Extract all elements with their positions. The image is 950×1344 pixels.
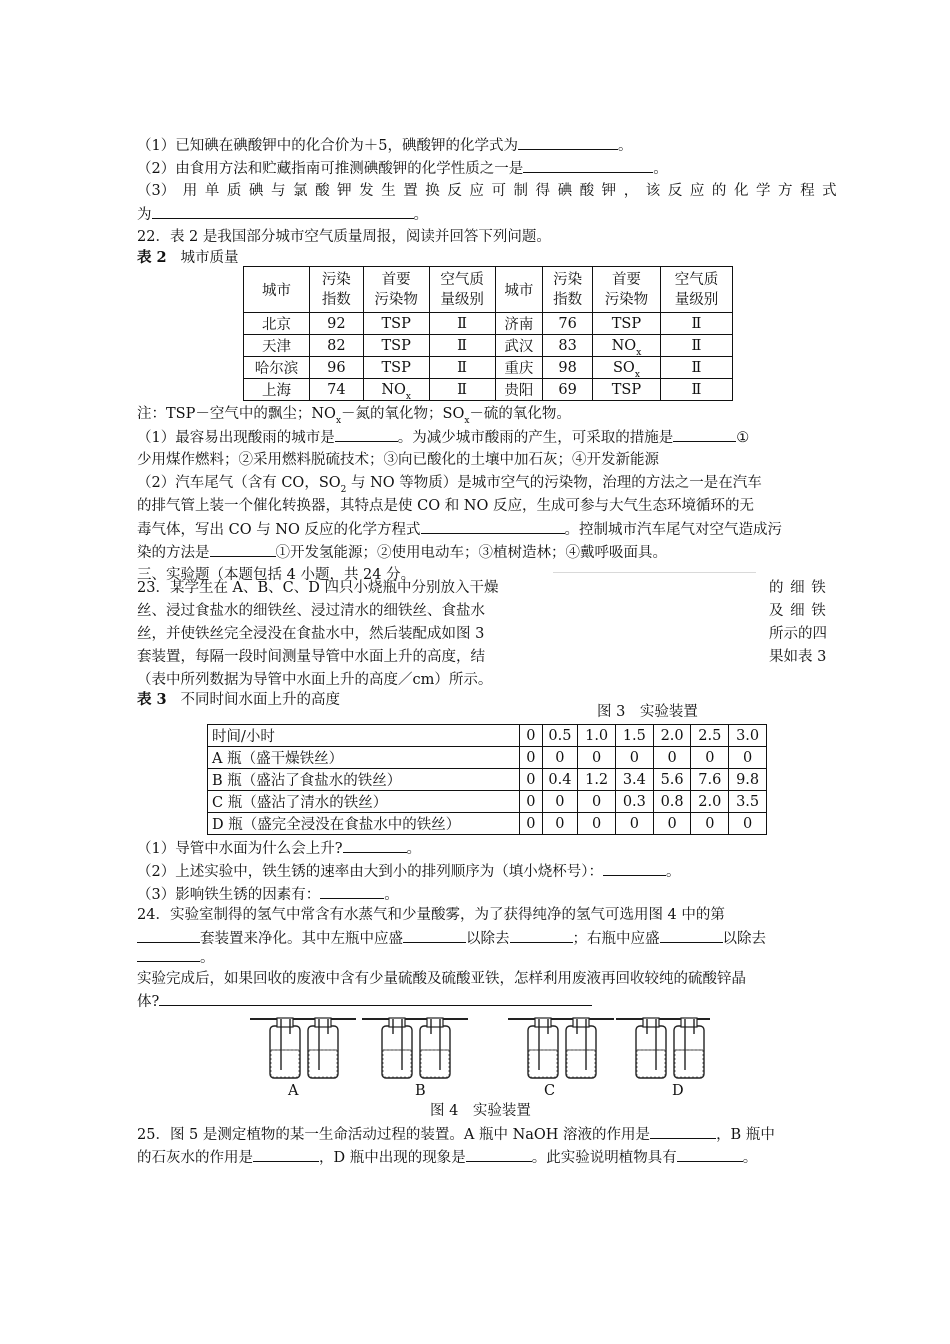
q23-part2: （2）上述实验中，铁生锈的速率由大到小的排列顺序为（填小烧杯号）： 。 <box>137 861 680 882</box>
cell: TSP <box>592 313 660 335</box>
q22-part1-options: 少用煤作燃料；②采用燃料脱硫技术；③向已酸化的土壤中加石灰；④开发新能源 <box>137 452 659 468</box>
cell: 0 <box>542 813 578 835</box>
cell: 92 <box>309 313 363 335</box>
q21-part3-cont: 为 。 <box>137 204 428 225</box>
cell: 上海 <box>244 379 310 401</box>
bottle-set-b <box>362 1018 468 1078</box>
cell: C 瓶（盛沾了清水的铁丝） <box>208 791 520 813</box>
bottle-set-d <box>616 1018 710 1078</box>
q24-line3: 。 <box>137 947 215 968</box>
answer-blank[interactable] <box>137 928 200 943</box>
cell: Ⅱ <box>660 379 732 401</box>
q23-line3-right: 所示的四 <box>769 626 827 642</box>
cell: $NO_x$ <box>363 379 429 401</box>
table-row <box>244 357 733 379</box>
q22-stem: 22．表 2 是我国部分城市空气质量周报，阅读并回答下列问题。 <box>137 229 551 245</box>
q23-line1: 23．某学生在 A、B、C、D 四只小烧瓶中分别放入干燥 <box>137 580 499 596</box>
table3-title: 表 3 不同时间水面上升的高度 <box>137 691 340 708</box>
cell: 0 <box>653 813 691 835</box>
figure3-caption: 图 3 实验装置 <box>597 704 698 720</box>
q25-line2: 的石灰水的作用是 ，D 瓶中出现的现象是 。此实验说明植物具有 。 <box>137 1147 757 1168</box>
q23-part3: （3）影响铁生锈的因素有： 。 <box>137 884 399 905</box>
th-index: 污染 指数 <box>309 267 363 313</box>
cell: 0 <box>616 747 654 769</box>
th-city: 城市 <box>244 267 310 313</box>
table-row <box>244 335 733 357</box>
table-row <box>208 747 767 769</box>
cell: TSP <box>363 357 429 379</box>
cell: 哈尔滨 <box>244 357 310 379</box>
cell: 0.4 <box>542 769 578 791</box>
section-3-heading: 三、实验题（本题包括 4 小题，共 24 分。 <box>137 567 416 583</box>
answer-blank[interactable] <box>222 991 592 1006</box>
q21-part2: （2）由食用方法和贮藏指南可推测碘酸钾的化学性质之一是 。 <box>137 158 668 179</box>
cell: 0 <box>520 747 542 769</box>
q23-line3: 丝，并使铁丝完全浸没在食盐水中，然后装配成如图 3 <box>137 626 485 642</box>
q25-line1: 25．图 5 是测定植物的某一生命活动过程的装置。A 瓶中 NaOH 溶液的作用是 ，B 瓶中 <box>137 1124 775 1145</box>
answer-blank[interactable] <box>320 884 384 899</box>
cell: 2.0 <box>691 791 729 813</box>
q23-line5: （表中所列数据为导管中水面上升的高度／cm）所示。 <box>137 672 493 688</box>
cell: 0 <box>520 769 542 791</box>
th-pollutant: 首要 污染物 <box>592 267 660 313</box>
cell: 1.5 <box>616 725 654 747</box>
table-row <box>208 791 767 813</box>
cell: 0.5 <box>542 725 578 747</box>
answer-blank[interactable] <box>137 947 200 962</box>
answer-blank[interactable] <box>493 519 565 534</box>
figure4-caption: 图 4 实验装置 <box>430 1103 531 1119</box>
cell: 0.3 <box>616 791 654 813</box>
cell: 69 <box>543 379 593 401</box>
cell: 7.6 <box>691 769 729 791</box>
cell: 0 <box>578 791 616 813</box>
cell: 3.5 <box>729 791 767 813</box>
answer-blank[interactable] <box>152 204 414 219</box>
cell: 1.0 <box>578 725 616 747</box>
table2-note: 注：TSP－空气中的飘尘；$NO_x-$氮的氧化物；$SO_x-$硫的氧化物。 <box>137 406 571 426</box>
figure4-label-b: B <box>415 1083 426 1099</box>
figure4-label-a: A <box>288 1083 299 1099</box>
q23-line1-right: 的 细 铁 <box>769 580 827 596</box>
answer-blank[interactable] <box>673 427 736 442</box>
cell: 9.8 <box>729 769 767 791</box>
cell: 2.0 <box>653 725 691 747</box>
cell: 天津 <box>244 335 310 357</box>
q23-line2-right: 及 细 铁 <box>769 603 827 619</box>
table-row <box>244 313 733 335</box>
cell: 0.8 <box>653 791 691 813</box>
cell: 北京 <box>244 313 310 335</box>
bottle-set-c <box>508 1018 614 1078</box>
cell: 武汉 <box>495 335 543 357</box>
cell: 1.2 <box>578 769 616 791</box>
answer-blank[interactable] <box>210 542 276 557</box>
q22-part2-line3: 毒气体，写出 CO 与 NO 反应的化学方程式 。控制城市汽车尾气对空气造成污 <box>137 519 782 540</box>
q21-part3: （3） 用 单 质 碘 与 氯 酸 钾 发 生 置 换 反 应 可 制 得 碘 酸 钾 ， 该 反 应 的 化 学 方 程 式 <box>137 183 837 199</box>
figure4-apparatus <box>250 1012 710 1082</box>
q22-part2-line4: 染的方法是 ①开发氢能源；②使用电动车；③植树造林；④戴呼吸面具。 <box>137 542 667 563</box>
cell: 0 <box>729 813 767 835</box>
table2-title: 表 2 城市质量 <box>137 249 239 266</box>
table-row <box>208 813 767 835</box>
cell: A 瓶（盛干燥铁丝） <box>208 747 520 769</box>
cell: 济南 <box>495 313 543 335</box>
cell: 0 <box>578 747 616 769</box>
q22-part2: （2）汽车尾气（含有 CO，$SO_2$ 与 NO 等物质）是城市空气的污染物，治理的方法之一是在汽车 <box>137 475 762 495</box>
cell: 0 <box>616 813 654 835</box>
cell: 3.4 <box>616 769 654 791</box>
answer-blank[interactable] <box>335 427 398 442</box>
q21-part1: （1）已知碘在碘酸钾中的化合价为＋5，碘酸钾的化学式为 。 <box>137 135 632 156</box>
th-index: 污染 指数 <box>543 267 593 313</box>
answer-blank[interactable] <box>608 135 618 150</box>
q23-line4-right: 果如表 3 <box>769 649 827 665</box>
cell: Ⅱ <box>429 335 495 357</box>
table-row <box>208 769 767 791</box>
cell: 96 <box>309 357 363 379</box>
q23-part1: （1）导管中水面为什么会上升? 。 <box>137 838 421 859</box>
cell: 0 <box>542 747 578 769</box>
cell: 0 <box>691 747 729 769</box>
bottle-set-a <box>250 1018 356 1078</box>
cell: 贵阳 <box>495 379 543 401</box>
th-city: 城市 <box>495 267 543 313</box>
answer-blank[interactable] <box>253 1147 319 1162</box>
table-row <box>244 379 733 401</box>
answer-blank[interactable] <box>518 135 608 150</box>
cell: 3.0 <box>729 725 767 747</box>
cell: $NO_x$ <box>592 335 660 357</box>
cell: 76 <box>543 313 593 335</box>
cell: 0 <box>520 813 542 835</box>
cell: 0 <box>729 747 767 769</box>
cell: 0 <box>578 813 616 835</box>
cell: 重庆 <box>495 357 543 379</box>
q23-line2: 丝、浸过食盐水的细铁丝、浸过清水的细铁丝、食盐水 <box>137 603 485 619</box>
table2 <box>243 266 733 401</box>
figure3-placeholder <box>553 572 756 573</box>
th-pollutant: 首要 污染物 <box>363 267 429 313</box>
cell: 5.6 <box>653 769 691 791</box>
cell: B 瓶（盛沾了食盐水的铁丝） <box>208 769 520 791</box>
cell: 0 <box>691 813 729 835</box>
cell: Ⅱ <box>660 313 732 335</box>
cell: 82 <box>309 335 363 357</box>
th-level: 空气质 量级别 <box>429 267 495 313</box>
answer-blank[interactable] <box>603 861 666 876</box>
cell: 0 <box>542 791 578 813</box>
q24-line5: 体? <box>137 991 592 1012</box>
figure4-label-c: C <box>544 1083 556 1099</box>
cell: TSP <box>363 313 429 335</box>
cell: Ⅱ <box>660 335 732 357</box>
cell: 98 <box>543 357 593 379</box>
cell: 74 <box>309 379 363 401</box>
cell: 0 <box>653 747 691 769</box>
cell: Ⅱ <box>660 357 732 379</box>
q24-line1: 24．实验室制得的氢气中常含有水蒸气和少量酸雾，为了获得纯净的氢气可选用图 4 中的第 <box>137 907 725 923</box>
answer-blank[interactable] <box>523 158 588 173</box>
answer-blank[interactable] <box>660 928 723 943</box>
q24-line2: 套装置来净化。其中左瓶中应盛 以除去 ；右瓶中应盛 以除去 <box>137 928 766 949</box>
table3-header <box>208 725 767 747</box>
answer-blank[interactable] <box>421 519 493 534</box>
cell: Ⅱ <box>429 313 495 335</box>
answer-blank[interactable] <box>510 928 573 943</box>
cell: 83 <box>543 335 593 357</box>
cell: Ⅱ <box>429 379 495 401</box>
table3 <box>207 724 767 835</box>
answer-blank[interactable] <box>466 1147 532 1162</box>
figure4-label-d: D <box>672 1083 684 1099</box>
cell: 0 <box>520 725 542 747</box>
cell: Ⅱ <box>429 357 495 379</box>
cell: $SO_x$ <box>592 357 660 379</box>
cell: 时间/小时 <box>208 725 520 747</box>
cell: TSP <box>363 335 429 357</box>
cell: D 瓶（盛完全浸没在食盐水中的铁丝） <box>208 813 520 835</box>
cell: 2.5 <box>691 725 729 747</box>
th-level: 空气质 量级别 <box>660 267 732 313</box>
q22-part1: （1）最容易出现酸雨的城市是 。为减少城市酸雨的产生，可采取的措施是 ① <box>137 427 749 448</box>
answer-blank[interactable] <box>677 1147 743 1162</box>
answer-blank[interactable] <box>588 158 653 173</box>
answer-blank[interactable] <box>650 1124 716 1139</box>
cell: TSP <box>592 379 660 401</box>
q23-line4: 套装置，每隔一段时间测量导管中水面上升的高度，结 <box>137 649 485 665</box>
answer-blank[interactable] <box>159 991 222 1006</box>
answer-blank[interactable] <box>403 928 466 943</box>
table2-header <box>244 267 733 313</box>
answer-blank[interactable] <box>343 838 407 853</box>
q24-line4: 实验完成后，如果回收的废液中含有少量硫酸及硫酸亚铁，怎样利用废液再回收较纯的硫酸锌晶 <box>137 971 746 987</box>
q22-part2-line2: 的排气管上装一个催化转换器，其特点是使 CO 和 NO 反应，生成可参与大气生态环境循环的无 <box>137 498 754 514</box>
cell: 0 <box>520 791 542 813</box>
